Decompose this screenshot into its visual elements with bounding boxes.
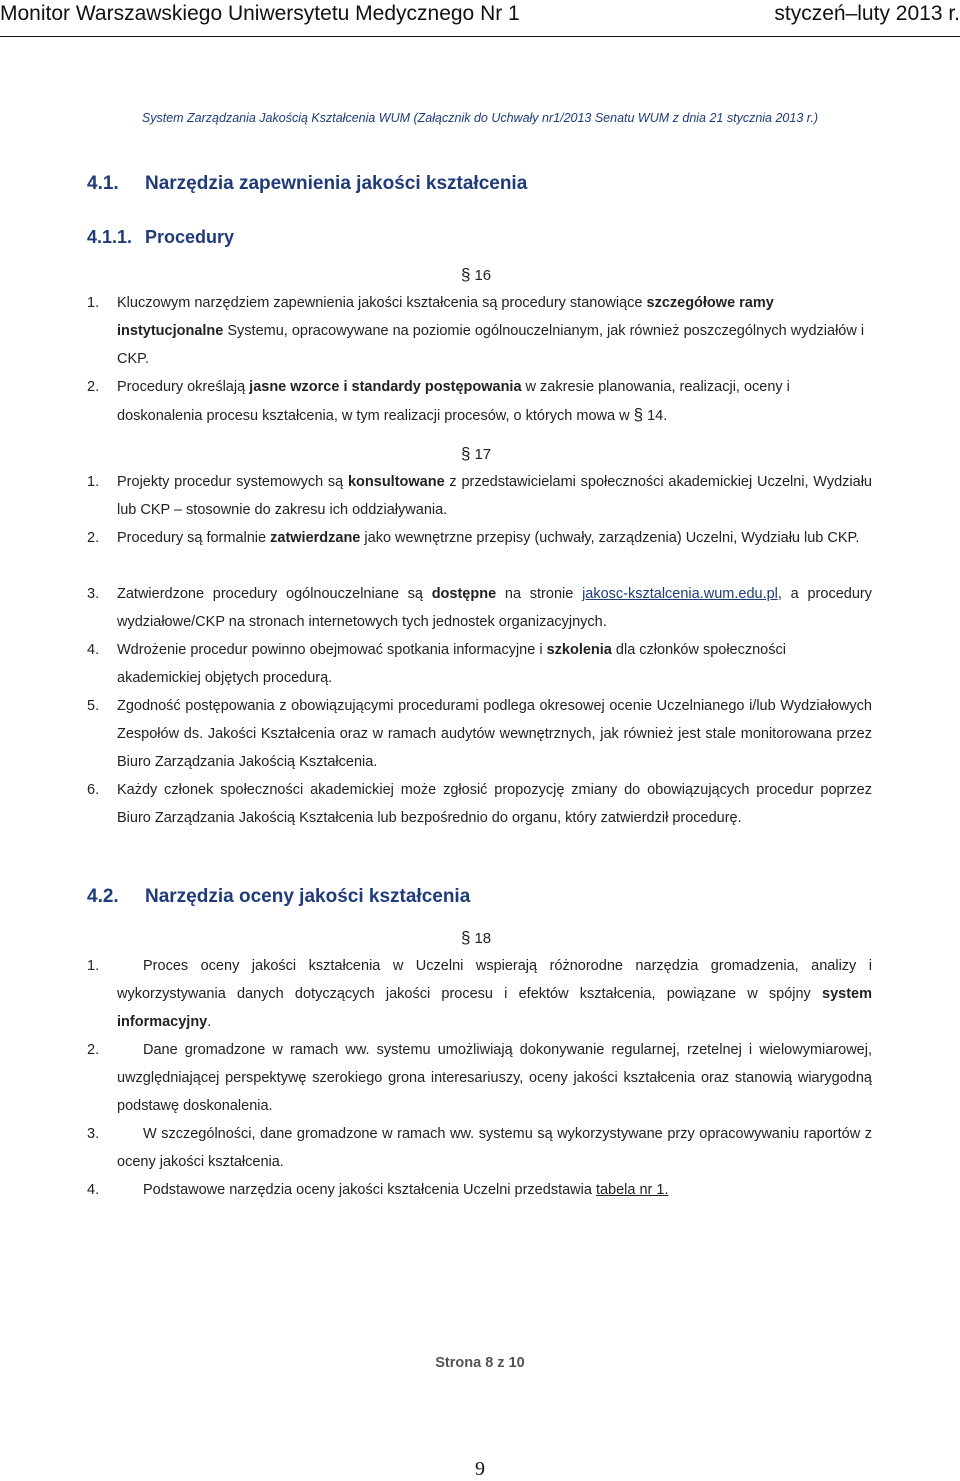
item-emphasis: system informacyjny: [117, 986, 872, 1030]
section-title: Narzędzia zapewnienia jakości kształcenia: [145, 173, 528, 194]
item-number: 4.: [87, 642, 100, 658]
item-number: 4.: [87, 1182, 100, 1198]
item-text: Projekty procedur systemowych są: [117, 474, 348, 490]
section-title: Narzędzia oceny jakości kształcenia: [145, 886, 471, 907]
issue-date: styczeń–luty 2013 r.: [774, 2, 960, 25]
item-text: Procedury określają: [117, 379, 250, 395]
item-text: Zatwierdzone procedury ogólnouczelniane są: [117, 586, 432, 602]
item-emphasis: zatwierdzane: [270, 530, 361, 546]
item-emphasis: konsultowane: [347, 474, 445, 490]
paragraph-number: 17: [474, 446, 492, 463]
document-subtitle: System Zarządzania Jakością Kształcenia WUM (Załącznik do Uchwały nr1/2013 Senatu WUM z dnia 21 stycznia 2013 r.): [141, 111, 819, 125]
item-text: W szczególności, dane gromadzone w ramach ww. systemu są wykorzystywane przy opracowywaniu raportów z oceny jakości kształcenia.: [117, 1126, 872, 1170]
page-number: 9: [475, 1458, 485, 1480]
paragraph-18-marker: [461, 928, 491, 948]
item-number: 1.: [87, 295, 100, 311]
item-number: 1.: [87, 958, 100, 974]
item-number: 2.: [87, 1042, 100, 1058]
list-item: [87, 952, 872, 1036]
website-link[interactable]: jakosc-ksztalcenia.wum.edu.pl: [582, 586, 778, 602]
paragraph-number: 18: [474, 930, 492, 947]
list-item: [87, 289, 872, 373]
list-item: [87, 636, 872, 692]
paragraph-number: 16: [474, 267, 492, 284]
item-text: , a procedury wydziałowe/CKP na stronach internetowych tych jednostek organizacyjnych.: [117, 586, 872, 630]
paragraph-16-marker: [461, 265, 491, 285]
list-item: [87, 468, 872, 524]
item-emphasis: jasne wzorce i standardy postępowania: [249, 379, 522, 395]
table-reference-link[interactable]: tabela nr 1.: [595, 1182, 669, 1198]
section-title: Procedury: [145, 227, 235, 247]
journal-title: Monitor Warszawskiego Uniwersytetu Medycznego Nr 1: [0, 2, 520, 25]
section-sign: §: [461, 265, 471, 284]
item-text: na stronie: [496, 586, 583, 602]
item-number: 5.: [87, 698, 100, 714]
section-number: 4.1.1.: [87, 227, 133, 247]
item-text: z przedstawicielami społeczności akademickiej Uczelni, Wydziału lub CKP – stosownie do zakresu ich oddziaływania.: [117, 474, 872, 518]
section-heading-4-1-1: [87, 227, 234, 248]
section-heading-4-1: [87, 173, 527, 195]
item-emphasis: szkolenia: [546, 642, 612, 658]
list-item: [87, 580, 872, 636]
item-emphasis: dostępne: [431, 586, 497, 602]
section-heading-4-2: [87, 886, 470, 908]
item-text: Systemu, opracowywane na poziomie ogólnouczelnianym, jak również poszczególnych wydziałów i CKP.: [117, 323, 865, 367]
list-item: [87, 1036, 872, 1120]
item-number: 3.: [87, 586, 100, 602]
item-text: dla członków społeczności akademickiej objętych procedurą.: [117, 642, 786, 686]
list-item: [87, 373, 872, 430]
item-number: 3.: [87, 1126, 100, 1142]
item-text: Wdrożenie procedur powinno obejmować spotkania informacyjne i: [117, 642, 547, 658]
item-text: 14.: [647, 408, 668, 424]
page-counter: Strona 8 z 10: [435, 1355, 525, 1371]
item-number: 2.: [87, 379, 100, 395]
item-number: 2.: [87, 530, 100, 546]
item-text: jako wewnętrzne przepisy (uchwały, zarządzenia) Uczelni, Wydziału lub CKP.: [360, 530, 860, 546]
item-text: Proces oceny jakości kształcenia w Uczelni wspierają różnorodne narzędzia gromadzenia, analizy i wykorzystywania danych dotyczących jakości procesu i efektów kształcenia, powiązane w spójny: [117, 958, 872, 1002]
section-number: 4.2.: [87, 886, 119, 907]
list-item: [87, 1120, 872, 1176]
item-number: 1.: [87, 474, 100, 490]
item-text: Kluczowym narzędziem zapewnienia jakości kształcenia są procedury stanowiące: [117, 295, 647, 311]
section-sign: §: [461, 928, 471, 947]
item-text: Każdy członek społeczności akademickiej może zgłosić propozycję zmiany do obowiązujących procedur poprzez Biuro Zarządzania Jakością Kształcenia lub bezpośrednio do organu, który zatwierdził procedurę.: [117, 782, 872, 826]
section-number: 4.1.: [87, 173, 119, 194]
section-sign: §: [461, 444, 471, 463]
item-text: Procedury są formalnie: [117, 530, 271, 546]
item-emphasis: szczegółowe ramy instytucjonalne: [117, 295, 774, 339]
item-text: Dane gromadzone w ramach ww. systemu umożliwiają dokonywanie regularnej, rzetelnej i wielowymiarowej, uwzględniającej perspektywę szerokiego grona interesariuszy, oceny jakości kształcenia oraz stanowią wiarygodną podstawę doskonalenia.: [117, 1042, 872, 1114]
list-item: [87, 692, 872, 776]
list-item: [87, 1176, 872, 1204]
paragraph-17-marker: [461, 444, 491, 464]
section-sign: §: [633, 405, 644, 424]
list-item: [87, 776, 872, 832]
running-header: [0, 0, 960, 37]
item-text: Podstawowe narzędzia oceny jakości kształcenia Uczelni przedstawia: [143, 1182, 596, 1198]
item-text: .: [207, 1014, 212, 1030]
item-number: 6.: [87, 782, 100, 798]
item-text: Zgodność postępowania z obowiązującymi procedurami podlega okresowej ocenie Uczelnianego i/lub Wydziałowych Zespołów ds. Jakości Kształcenia oraz w ramach audytów wewnętrznych, jak również jest stale monitorowana przez Biuro Zarządzania Jakością Kształcenia.: [117, 698, 872, 770]
list-item: [87, 524, 872, 552]
item-text: w zakresie planowania, realizacji, oceny i doskonalenia procesu kształcenia, w tym realizacji procesów, o których mowa w: [117, 379, 790, 424]
